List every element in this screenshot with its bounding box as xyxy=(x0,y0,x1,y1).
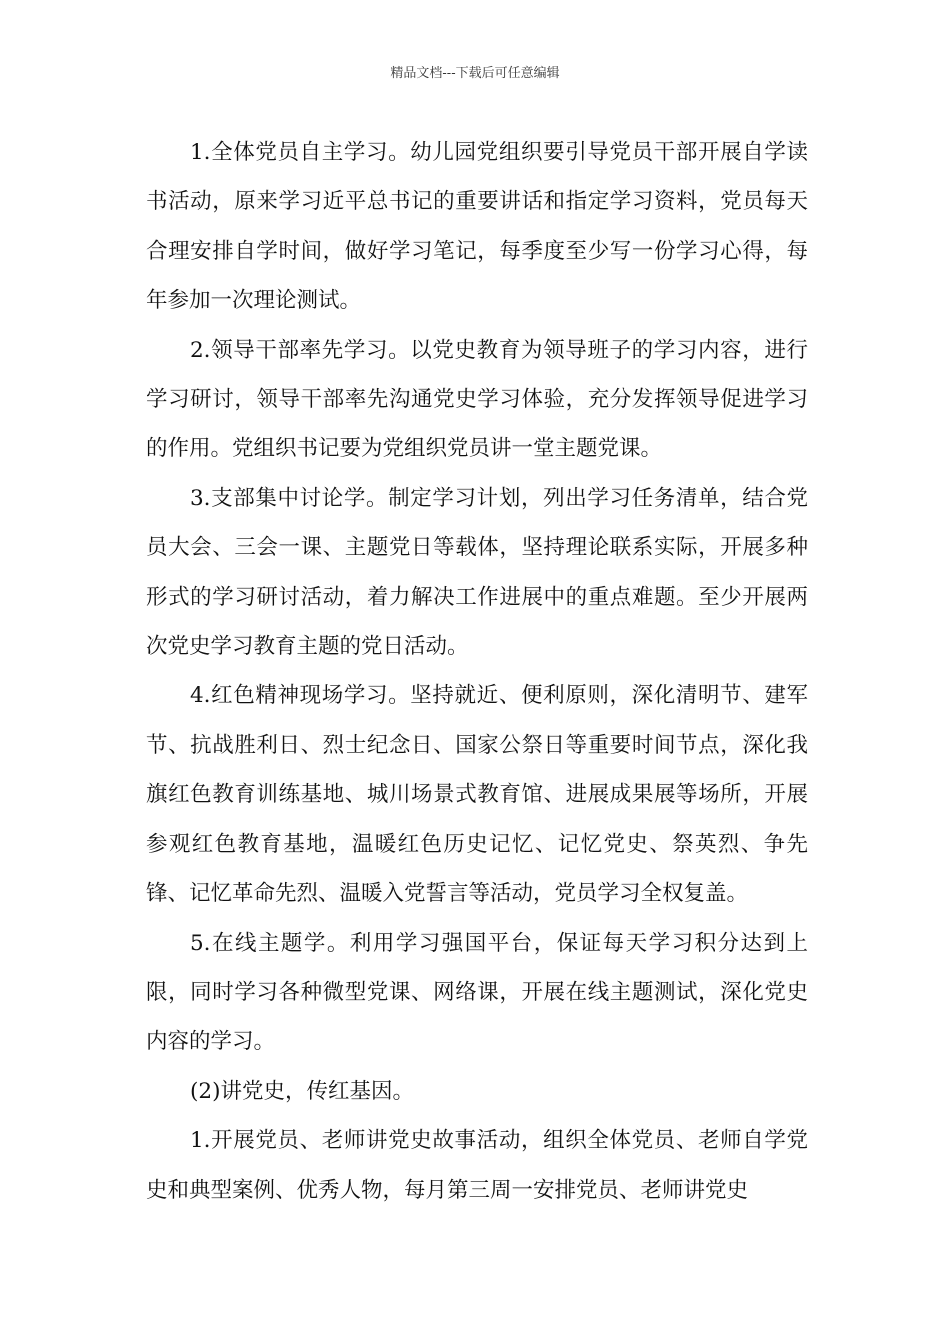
paragraph-branch-discussion: 3.支部集中讨论学。制定学习计划，列出学习任务清单，结合党员大会、三会一课、主题党日等载体，坚持理论联系实际，开展多种形式的学习研讨活动，着力解决工作进展中的重点难题。至少开展两次党史学习教育主题的党日活动。 xyxy=(146,485,808,660)
paragraph-leaders-study: 2.领导干部率先学习。以党史教育为领导班子的学习内容，进行学习研讨，领导干部率先沟通党史学习体验，充分发挥领导促进学习的作用。党组织书记要为党组织党员讲一堂主题党课。 xyxy=(146,337,808,462)
paragraph-self-study: 1.全体党员自主学习。幼儿园党组织要引导党员干部开展自学读书活动，原来学习近平总书记的重要讲话和指定学习资料，党员每天合理安排自学时间，做好学习笔记，每季度至少写一份学习心得，每年参加一次理论测试。 xyxy=(146,140,808,314)
paragraph-storytelling-activity: 1.开展党员、老师讲党史故事活动，组织全体党员、老师自学党史和典型案例、优秀人物，每月第三周一安排党员、老师讲党史 xyxy=(146,1128,808,1203)
paragraph-red-spirit-onsite: 4.红色精神现场学习。坚持就近、便利原则，深化清明节、建军节、抗战胜利日、烈士纪念日、国家公祭日等重要时间节点，深化我旗红色教育训练基地、城川场景式教育馆、进展成果展等场所，开展参观红色教育基地，温暖红色历史记忆、记忆党史、祭英烈、争先锋、记忆革命先烈、温暖入党誓言等活动，党员学习全权复盖。 xyxy=(146,683,808,907)
page-header: 精品文档---下载后可任意编辑 xyxy=(390,66,560,81)
paragraph-online-study: 5.在线主题学。利用学习强国平台，保证每天学习积分达到上限，同时学习各种微型党课、网络课，开展在线主题测试，深化党史内容的学习。 xyxy=(146,930,808,1055)
document-body xyxy=(146,128,808,1215)
section-heading-tell-party-history: (2)讲党史，传红基因。 xyxy=(190,1078,414,1104)
